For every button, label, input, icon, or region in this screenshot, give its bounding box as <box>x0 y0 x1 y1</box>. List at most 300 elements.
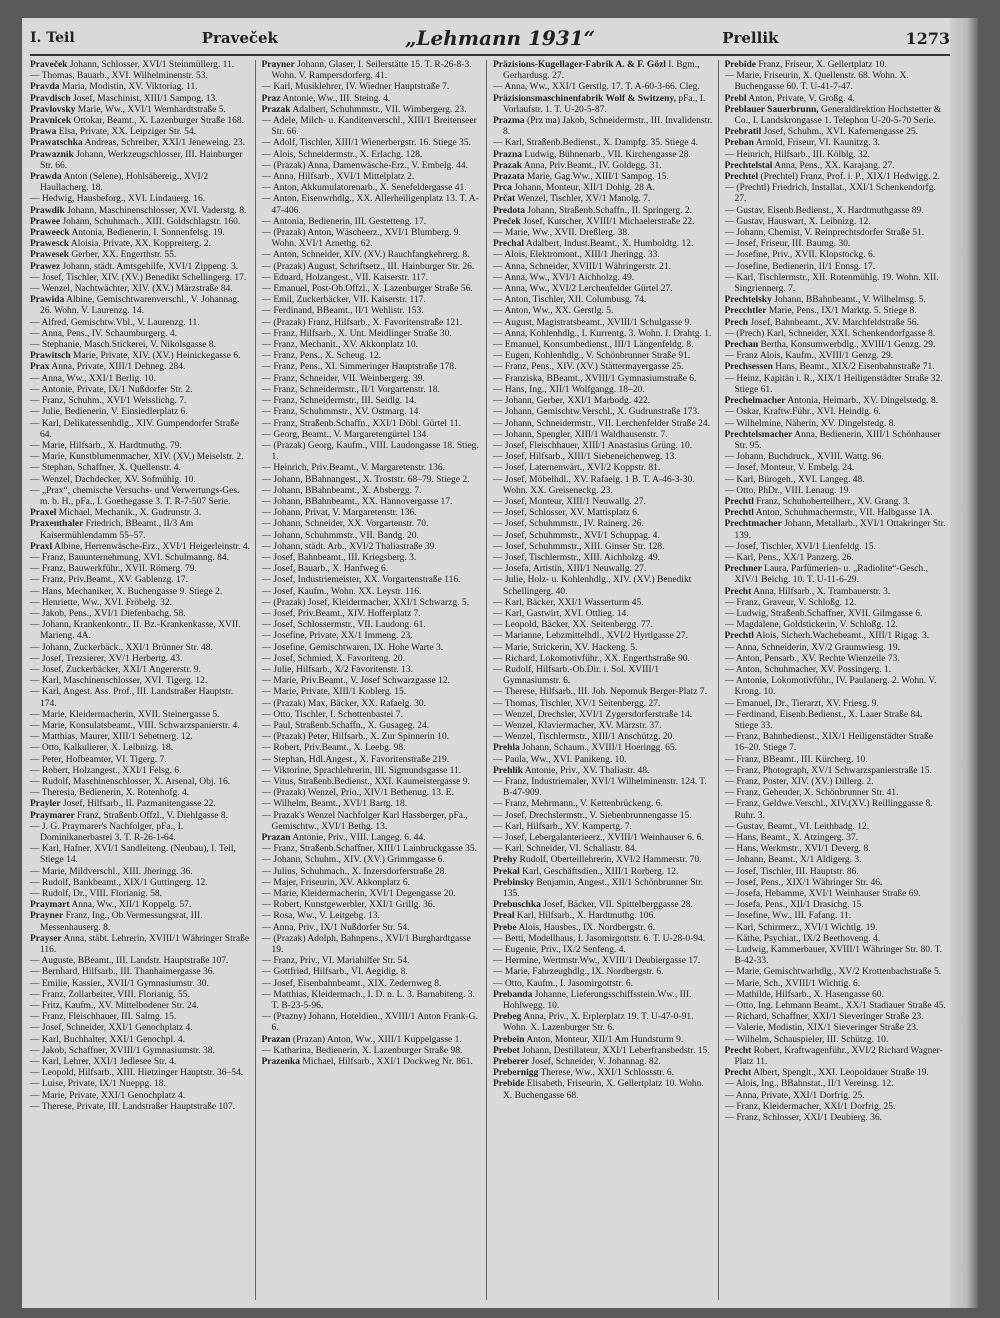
entry-details: Albine, Herrenwäsche-Erz., XVI/1 Heigerleinstr. 4. <box>54 541 251 552</box>
entry-surname: Prax <box>30 362 50 373</box>
directory-entry <box>493 631 714 642</box>
entry-surname: Prechtl <box>724 631 754 642</box>
directory-entry <box>30 1012 251 1023</box>
directory-entry <box>725 1035 947 1046</box>
directory-entry <box>262 172 483 183</box>
entry-details: — (Prazak) Franz, Hilfsarb., X. Favoritenstraße 121. <box>261 317 463 328</box>
entry-details: — Ludwig, Straßenb.Schaffner, XVII. Gilmgasse 6. <box>724 608 923 619</box>
entry-details: — Robert, Priv.Beamt., X. Leebg. 98. <box>261 743 406 754</box>
entry-surname: Prebl <box>724 93 747 104</box>
entry-details: — Bernhard, Hilfsarb., III. Thanhaimergasse 36. <box>30 967 215 978</box>
entry-details: — Josefine, Private, XX/1 Immeng. 23. <box>261 631 413 642</box>
entry-details: — Josef, Bahnbeamt., III. Kriegsberg. 3. <box>261 552 417 563</box>
directory-entry <box>30 665 251 676</box>
entry-details: — Julie, Holz- u. Kohlenhdlg., XIV. (XV.) Benedikt Schellingerg. 40. <box>493 575 692 597</box>
entry-details: Anna, Hilfsarb., X. Trambauerstr. 3. <box>753 586 891 597</box>
entry-details: Josef, Kutscher, XVIII/1 Michaelerstraße 22. <box>523 216 695 227</box>
directory-entry <box>262 654 483 665</box>
entry-surname: Praxl <box>30 541 53 552</box>
directory-entry <box>493 262 714 273</box>
entry-surname: Prawa <box>30 127 57 138</box>
directory-entry <box>493 687 714 698</box>
entry-details: Andreas, Schreiber, XXI/1 Jeneweing. 23. <box>84 138 246 149</box>
directory-entry <box>262 351 483 362</box>
directory-entry <box>262 396 483 407</box>
column-4 <box>725 60 951 1300</box>
entry-details: — Josef, Schlossermstr., VII. Laudong. 61. <box>261 620 426 631</box>
directory-title: „Lehmann 1931“ <box>404 26 596 50</box>
directory-entry <box>262 687 483 698</box>
entry-details: — Josefine, Priv., XVII. Klopstockg. 6. <box>724 250 876 261</box>
entry-details: — Karl, Angest. Ass. Prof., III. Landstraßer Hauptstr. 174. <box>30 687 234 709</box>
directory-entry <box>493 430 714 441</box>
entry-details: — Rosa, Ww., V. Leitgebg. 13. <box>261 911 380 922</box>
entry-details: Ludwig, Bühnenarb., VII. Kirchengasse 28. <box>524 149 691 160</box>
directory-entry <box>262 250 483 261</box>
directory-entry <box>725 598 947 609</box>
entry-details: — Stephan, Hdl.Angest., X. Favoritenstraße 219. <box>261 754 450 765</box>
entry-details: Antonia, Bedienerin, I. Sonnenfelsg. 19. <box>71 228 225 239</box>
entry-details: — Josefine, Ww., III. Fafang. 11. <box>724 911 852 922</box>
entry-details: Alois, Sicherh.Wachebeamt., XIII/1 Rigag. 3. <box>755 631 930 642</box>
directory-entry <box>725 228 947 239</box>
entry-details: — Wilhelm, Schauspieler, III. Schützg. 10. <box>724 1034 889 1045</box>
entry-details: — Hermine, Wertmstr.Ww., XVIII/1 Deubiergasse 17. <box>493 956 701 967</box>
entry-surname: Prebein <box>493 1034 525 1045</box>
directory-entry <box>262 441 483 463</box>
directory-entry <box>493 284 714 295</box>
entry-surname: Prehy <box>493 855 518 866</box>
entry-details: — Therese, Hilfsarb., III. Joh. Nepomuk Berger-Platz 7. <box>493 687 707 698</box>
entry-details: — Betti, Modellhaus, I. Jasomirgottstr. 6. T. U-28-0-94. <box>493 933 706 944</box>
entry-details: — Leopold, Hilfsarb., XIII. Hietzinger Hauptstr. 36–54. <box>30 1068 244 1079</box>
directory-entry <box>493 497 714 508</box>
directory-entry <box>30 1068 251 1079</box>
directory-entry <box>493 273 714 284</box>
entry-details: — Anton, Schuhmacher, XV. Possingerg. 1. <box>724 664 892 675</box>
directory-entry <box>493 833 714 844</box>
directory-entry <box>30 396 251 407</box>
directory-entry <box>262 284 483 295</box>
entry-details: — Otto, Ing. Lehmann Beamt., XX/1 Stadiauer Straße 45. <box>724 1001 946 1012</box>
directory-entry <box>493 911 714 922</box>
directory-entry <box>725 855 947 866</box>
directory-entry <box>725 1023 947 1034</box>
entry-details: (Prechtel) Franz, Prof. i. P., XIX/1 Hedwigg. 2. <box>760 172 940 183</box>
directory-entry <box>493 609 714 620</box>
directory-entry <box>725 755 947 766</box>
entry-surname: Prechtelstal <box>724 160 773 171</box>
entry-details: Johann, städt. Amtsgehilfe, XVI/1 Zippeng. 3. <box>62 261 239 272</box>
entry-details: — Anna, Priv., IX/1 Nußdorfer Str. 54. <box>261 922 410 933</box>
entry-surname: Praveček <box>30 60 68 70</box>
directory-entry <box>262 934 483 956</box>
entry-details: — Franz, Pens., X. Scheug. 12. <box>261 351 382 362</box>
directory-entry <box>493 743 714 754</box>
entry-surname: Prebernigg <box>493 1068 539 1079</box>
entry-surname: Prechtl <box>724 496 754 507</box>
directory-entry <box>262 553 483 564</box>
entry-details: — Franziska, BBeamt., XVIII/1 Gymnasiumstraße 6. <box>493 373 697 384</box>
directory-entry <box>493 441 714 452</box>
entry-details: — Karl, Schirmerz., XVI/1 Wichtlg. 19. <box>724 922 878 933</box>
entry-details: — (Prazak) Anton, Wäscheerz., XVI/1 Blumberg. 9. Wohn. XVI/1 Arnethg. 62. <box>261 228 461 250</box>
entry-details: Anna, stäbt. Lehrerin, XVIII/1 Währinger Straße 116. <box>40 933 250 956</box>
entry-details: — Marie, Kleidermacherin, XVI/1 Degengasse 20. <box>261 889 456 900</box>
directory-entry <box>493 956 714 967</box>
entry-details: Anna, Ww., XII/1 Koppelg. 57. <box>71 900 192 911</box>
directory-entry <box>725 665 947 676</box>
directory-entry <box>725 351 947 362</box>
directory-entry <box>493 250 714 261</box>
entry-details: — Rudolf, Bankbeamt., XIX/1 Guttingerg. 12. <box>30 877 208 888</box>
entry-details: Anna, Priv.Beamt., IV. Goldegg. 31. <box>523 160 662 171</box>
directory-entry <box>262 889 483 900</box>
entry-details: Bertha, Konsumwerbdlg., XVIII/1 Genzg. 29. <box>760 340 936 351</box>
last-entry-name: Prellik <box>722 29 779 47</box>
entry-details: — Karl, Delikatessenhdlg., XIV. Gumpendorfer Straße 64. <box>30 418 240 440</box>
directory-entry <box>725 979 947 990</box>
directory-entry <box>30 799 251 810</box>
directory-entry <box>493 934 714 945</box>
directory-entry <box>493 799 714 810</box>
entry-details: — Johann, BBahnbeamt., X. Absbergg. 7. <box>261 485 422 496</box>
directory-entry <box>30 475 251 486</box>
directory-entry <box>493 94 714 116</box>
entry-surname: Preal <box>493 911 515 922</box>
entry-details: — Marie, Friseurin, X. Quellenstr. 68. Wohn. X. Buchengasse 60. T. U-41-7-47. <box>724 71 909 93</box>
entry-details: — J. G. Praymarer's Nachfolger, pFa., I. Dominikanerbastei 3. T. R-26-1-64. <box>30 821 184 844</box>
section-label: I. Teil <box>30 30 75 46</box>
directory-entry <box>262 598 483 609</box>
entry-details: — Marie, Hilfsarb., X. Hardtmuthg. 79. <box>30 440 182 451</box>
entry-details: — Karl, Straßenb.Bedienst., X. Dampfg. 35. Stiege 4. <box>493 138 699 149</box>
entry-details: — (Prazak) Anna, Damenwäsche-Erz., V. Embelg. 44. <box>261 160 468 171</box>
entry-details: — Josef, Schneider, XXI/1 Genochplatz 4. <box>30 1023 193 1034</box>
directory-entry <box>30 351 251 362</box>
entry-details: — Johann, Schuhmmstr., VII. Bandg. 20. <box>261 530 419 541</box>
directory-entry <box>493 531 714 542</box>
directory-entry <box>30 1079 251 1090</box>
entry-details: — Josefa, Artistin, XIII/1 Neuwallg. 27. <box>493 564 647 575</box>
entry-details: — Oskar, Kraftw.Führ., XVI. Heindlg. 6. <box>724 407 881 418</box>
entry-details: — Emil, Zuckerbäcker, VII. Kaiserstr. 117. <box>261 295 426 306</box>
directory-entry <box>493 844 714 855</box>
entry-details: — Marie, Private, XXI/1 Genochplatz 4. <box>30 1090 186 1101</box>
directory-entry <box>493 620 714 631</box>
directory-entry <box>30 508 251 519</box>
entry-details: Therese, Ww., XXI/1 Schlossstr. 6. <box>540 1068 674 1079</box>
directory-entry <box>493 419 714 430</box>
directory-entry <box>262 150 483 161</box>
entry-surname: Präzisions-Kugellager-Fabrik A. & F. Gözl <box>493 60 666 70</box>
directory-entry <box>30 284 251 295</box>
entry-details: — Karl, Musiklehrer, IV. Wiedner Hauptstraße 7. <box>261 82 450 93</box>
entry-details: — Marie, Private, XIII/1 Koblerg. 15. <box>261 687 407 698</box>
directory-entry <box>725 60 947 71</box>
entry-details: — Franz, Mehrmann., V. Kettenbrückeng. 6. <box>493 799 663 810</box>
entry-details: — Adele, Milch- u. Kanditenverschl., XIII/1 Breitenseer Str. 66. <box>261 116 477 138</box>
entry-details: — Karl, Tischlermstr., XII. Rotenmühlg. 19. Wohn. XII. Singriennerg. 7. <box>724 272 939 295</box>
entry-details: — Karl, Buchhalter, XXI/1 Genochpl. 4. <box>30 1034 186 1045</box>
directory-entry <box>725 127 947 138</box>
entry-details: — Franz, Bahnbedienst., XIX/1 Heiligenstädter Straße 16–20. Stiege 7. <box>724 732 933 754</box>
entry-details: — Josef, Schuhmmstr., XVI/1 Schuppag. 4. <box>493 530 660 541</box>
directory-entry <box>725 631 947 642</box>
directory-entry <box>493 900 714 911</box>
directory-entry <box>725 340 947 351</box>
directory-entry <box>725 911 947 922</box>
directory-entry <box>725 217 947 228</box>
entry-surname: Prca <box>493 183 512 194</box>
entry-surname: Praweeck <box>30 228 70 239</box>
entry-details: Karl, Hilfsarb., X. Hardtmuthg. 106. <box>516 911 656 922</box>
entry-surname: Prebratil <box>724 127 762 138</box>
entry-details: — Julie, Hilfsarb., X/2 Favoritenstr. 13. <box>261 664 413 675</box>
entry-details: — Franz, Geheuder, X. Schönbrunner Str. 41. <box>724 788 899 799</box>
directory-entry <box>725 463 947 474</box>
entry-details: — Karl, Lehrer, XXI/1 Jedlesee Str. 4. <box>30 1057 177 1068</box>
directory-entry <box>30 295 251 317</box>
entry-details: — Marie, Sch., XVIII/1 Wichtig. 6. <box>724 978 861 989</box>
directory-entry <box>30 116 251 127</box>
entry-details: — Marie, Ww., XVII. Dreßlerg. 38. <box>493 228 630 239</box>
entry-details: — Josef, Schuhmmstr., XIII. Ginser Str. 128. <box>493 541 665 552</box>
entry-details: — Julius, Schuhmach., X. Inzersdorferstraße 28. <box>261 866 447 877</box>
entry-surname: Precchtler <box>724 306 767 317</box>
entry-details: — Josef, Hilfsarb., XIII/1 Siebeneichenweg. 13. <box>493 452 677 463</box>
entry-details: — Johann, Schuhm., XIV. (XV.) Grimmgasse 6. <box>261 855 445 866</box>
directory-entry <box>493 654 714 665</box>
directory-entry <box>262 676 483 687</box>
entry-details: — Josefine, Gemischtwaren, IX. Hohe Warte 3. <box>261 642 444 653</box>
entry-details: — Alois, Ing., BBahnstat., II/1 Vereinsg. 12. <box>724 1079 894 1090</box>
directory-entry <box>493 82 714 93</box>
entry-surname: Präzisionsmaschinenfabrik Wolf & Switzeny, <box>493 93 676 104</box>
entry-surname: Prawda <box>30 172 62 183</box>
entry-surname: Prehla <box>493 743 520 754</box>
entry-details: — Franz, Schneidermstr., III. Seidlg. 14. <box>261 396 417 407</box>
directory-entry <box>725 900 947 911</box>
entry-details: — Josef, Lebergalanterieerz., XVIII/1 Weinhauser 6. 6. <box>493 833 704 844</box>
directory-entry <box>30 217 251 228</box>
entry-surname: Prebinsky <box>493 877 535 888</box>
entry-details: Josef, Schuhm., XVI. Kafernengasse 25. <box>763 127 918 138</box>
entry-details: — Hans, Beamt., X. Atzingerg. 37. <box>724 833 859 844</box>
entry-details: — Emanuel, Post-Ob.Offzl., X. Lazenburger Straße 56. <box>261 284 473 295</box>
directory-entry <box>30 1035 251 1046</box>
entry-details: — Franz, Graveur, V. Schloßg. 12. <box>724 597 857 608</box>
directory-entry <box>493 239 714 250</box>
entry-details: — Anna, Kohlenhdlg., I. Kurrentg. 3. Wohn. I. Drahtg. 1. <box>493 328 712 339</box>
entry-surname: Precht <box>724 1068 752 1079</box>
entry-details: Antonie, Ww., III. Steing. 4. <box>282 93 391 104</box>
entry-surname: Prawez <box>30 261 61 272</box>
entry-details: Franz, Straßenb.Offzl., V. Diehlgasse 8. <box>77 810 228 821</box>
directory-entry <box>262 519 483 530</box>
entry-details: Adalbert, Indust.Beamt., X. Humboldtg. 12. <box>525 239 694 250</box>
directory-entry <box>262 979 483 990</box>
directory-entry <box>30 844 251 866</box>
entry-surname: Preban <box>724 138 754 149</box>
entry-details: Antonie, Priv., VIII. Langeg. 6. 44. <box>292 833 426 844</box>
directory-entry <box>725 967 947 978</box>
directory-entry <box>725 138 947 149</box>
directory-entry <box>725 710 947 732</box>
directory-entry <box>30 721 251 732</box>
entry-details: — Franz, Fleischhauer, III. Salmg. 15. <box>30 1012 177 1023</box>
entry-details: — Emanuel, Dr., Tierarzt, XV. Friesg. 9. <box>724 698 879 709</box>
entry-details: — Marie, Kunstblumenmacher, XIV. (XV.) Meiselstr. 2. <box>30 452 244 463</box>
entry-surname: Praymarer <box>30 810 75 821</box>
entry-details: — Karl, Bäcker, XXI/1 Wasserturm 45. <box>493 597 644 608</box>
directory-entry <box>262 385 483 396</box>
directory-entry <box>30 643 251 654</box>
entry-details: — Leopold, Bäcker, XX. Seitenbergg. 77. <box>493 620 653 631</box>
directory-entry <box>493 542 714 553</box>
entry-surname: Prazenka <box>261 1057 301 1068</box>
directory-entry <box>30 777 251 788</box>
directory-entry <box>725 1068 947 1079</box>
directory-entry <box>725 867 947 878</box>
entry-details: — Franz, Pens., XI. Simmeringer Hauptstraße 178. <box>261 362 457 373</box>
directory-entry <box>493 172 714 183</box>
directory-entry <box>262 710 483 721</box>
directory-entry <box>493 150 714 161</box>
directory-entry <box>493 643 714 654</box>
entry-details: Maria, Modistin, XV. Viktoriag. 11. <box>61 82 198 93</box>
entry-details: — Rudolf, Dr., VIII. Florianig. 58. <box>30 889 163 900</box>
entry-details: Arnold, Friseur, VI. Kaunitzg. 3. <box>755 138 880 149</box>
entry-details: — Prazak's Wenzel Nachfolger Karl Hassberger, pFa., Gemischtw., XVI/1 Bethg. 13. <box>261 810 468 832</box>
directory-entry <box>493 306 714 317</box>
directory-entry <box>262 273 483 284</box>
directory-entry <box>262 799 483 810</box>
directory-entry <box>493 1057 714 1068</box>
directory-entry <box>493 340 714 351</box>
entry-details: Anna, Bedienerin, XIII/1 Schönhauser Str. 95. <box>734 429 941 451</box>
entry-details: Laura, Parfümerien- u. „Radiolite“-Gesch., XIV/1 Beichg. 10. T. U-11-6-29. <box>734 564 928 586</box>
directory-entry <box>262 542 483 553</box>
entry-details: (Prz ma) Jakob, Schneidermstr., III. Invalidenstr. 8. <box>503 116 713 138</box>
entry-details: — Richard, Schaffner, XXI/1 Sieveringer Straße 23. <box>724 1012 924 1023</box>
entry-surname: Prechan <box>724 340 759 351</box>
directory-entry <box>493 407 714 418</box>
directory-entry <box>493 1046 714 1057</box>
entry-surname: Preček <box>493 216 521 227</box>
directory-entry <box>493 318 714 329</box>
entry-details: Ottokar, Beamt., X. Lazenburger Straße 168. <box>73 116 244 127</box>
directory-entry <box>30 878 251 889</box>
directory-entry <box>493 138 714 149</box>
entry-details: Michael, Mechanik., X. Gudrunstr. 3. <box>58 508 202 519</box>
directory-entry <box>30 811 251 822</box>
entry-details: — Stephan, Schaffner, X. Quellenstr. 4. <box>30 463 181 474</box>
entry-details: — Heinz, Kapitän i. R., XIX/1 Heiligenstädter Straße 32. Stiege 61. <box>724 373 943 395</box>
directory-entry <box>30 441 251 452</box>
directory-entry <box>262 430 483 441</box>
entry-details: — Franz, Schneidermstr., II/1 Vorgartenstr. 18. <box>261 384 440 395</box>
directory-entry <box>30 979 251 990</box>
entry-details: — Anton, Eisenwrhdlg., XX. Allerheiligenplatz 13. T. A-47-406. <box>261 194 479 216</box>
directory-entry <box>725 452 947 463</box>
entry-surname: Prawdik <box>30 205 65 216</box>
directory-entry <box>262 721 483 732</box>
entry-details: — (Prazak) August, Schriftsetz., III. Hainburger Str. 26. <box>261 261 475 272</box>
entry-details: — Luise, Private, IX/1 Nueppg. 18. <box>30 1079 166 1090</box>
directory-entry <box>262 699 483 710</box>
directory-entry <box>262 575 483 586</box>
entry-details: — Antonie, Lokomotivführ., IV. Paulanerg. 2. Wohn. V. Krong. 10. <box>724 676 937 698</box>
entry-surname: Prechal <box>493 239 524 250</box>
directory-entry <box>725 587 947 598</box>
listing-columns <box>30 60 950 1300</box>
directory-entry <box>30 676 251 687</box>
entry-details: — Marie, Konsulatsbeamt., VIII. Schwarzspanierstr. 4. <box>30 720 240 731</box>
entry-details: — Josef, Eisenbahnbeamt., XIX. Zedernweg 8. <box>261 978 442 989</box>
entry-details: — (Prech) Karl, Schneider, XXI. Schenkendorfgasse 8. <box>724 328 936 339</box>
directory-entry <box>493 217 714 228</box>
directory-entry <box>725 878 947 889</box>
entry-details: Friedrich, BBeamt., II/3 Am Kaisermühlendamm 55–57. <box>40 519 194 541</box>
entry-details: — Gustav, Beamt., VI. Leithbadg. 12. <box>724 821 870 832</box>
entry-details: — Franz, Priv., VI. Mariahilfer Str. 54. <box>261 956 410 967</box>
entry-surname: Prechtel <box>724 172 759 183</box>
entry-surname: Prawesek <box>30 250 70 261</box>
entry-surname: Prazak <box>261 104 291 115</box>
directory-entry <box>30 463 251 474</box>
entry-details: — Anton, Pensarb., XV. Rechte Wienzeile 73. <box>724 653 900 664</box>
directory-entry <box>493 699 714 710</box>
entry-details: — Franz, Schneider, VII. Weinbergerg. 39. <box>261 373 425 384</box>
entry-details: — Anton, Akkumulatorenarb., X. Senefeldergasse 41. <box>261 183 467 194</box>
directory-entry <box>262 1035 483 1046</box>
entry-surname: Precht <box>724 586 752 597</box>
entry-surname: Prechelmacher <box>724 396 786 407</box>
entry-surname: Prebe <box>493 922 517 933</box>
directory-entry <box>493 116 714 138</box>
entry-surname: Prawesck <box>30 239 70 250</box>
entry-details: — Fritz, Kaufm., XV. Mittelbodener Str. 24. <box>30 1001 199 1012</box>
column-2 <box>262 60 488 1300</box>
entry-details: — Anna, Private, XXI/1 Dorfrig. 25. <box>724 1090 865 1101</box>
entry-details: — Karl, Hilfsarb., XV. Kampertg. 7. <box>493 821 632 832</box>
entry-details: Johann, BBahnbeamt., V. Wilhelmsg. 5. <box>774 295 926 306</box>
entry-details: — Anna, Hilfsarb., XVI/1 Mittelplatz 2. <box>261 172 415 183</box>
entry-surname: Prčat <box>493 194 516 205</box>
directory-entry <box>725 497 947 508</box>
entry-details: — Franz, Priv.Beamt., XV. Gablenzg. 17. <box>30 575 189 586</box>
entry-surname: Pravdisch <box>30 93 71 104</box>
entry-details: — Wilhelmine, Näherin, XV. Dingelstedg. 8. <box>724 418 896 429</box>
directory-entry <box>262 956 483 967</box>
directory-entry <box>725 699 947 710</box>
directory-entry <box>493 553 714 564</box>
entry-details: — Franz, Zollarbeiter, VIII. Florianig. 55. <box>30 989 190 1000</box>
entry-details: — Heinrich, Priv.Beamt., V. Margaretenstr. 136. <box>261 463 446 474</box>
directory-entry <box>725 822 947 833</box>
directory-entry <box>30 206 251 217</box>
entry-details: Johann, Schaum., XVIII/1 Hoeringg. 65. <box>522 743 678 754</box>
entry-details: — Karl, Hafner, XVI/1 Sandleiteng. (Neubau), I. Teil, Stiege 14. <box>30 844 236 866</box>
directory-entry <box>725 150 947 161</box>
directory-entry <box>30 519 251 541</box>
entry-details: — Hans, Werkmstr., XVI/1 Deverg. 8. <box>724 844 871 855</box>
directory-entry <box>725 643 947 654</box>
directory-entry <box>262 732 483 743</box>
directory-entry <box>493 665 714 687</box>
entry-details: — Emilie, Kassier., XVII/1 Gymnasiumstr. 30. <box>30 978 209 989</box>
